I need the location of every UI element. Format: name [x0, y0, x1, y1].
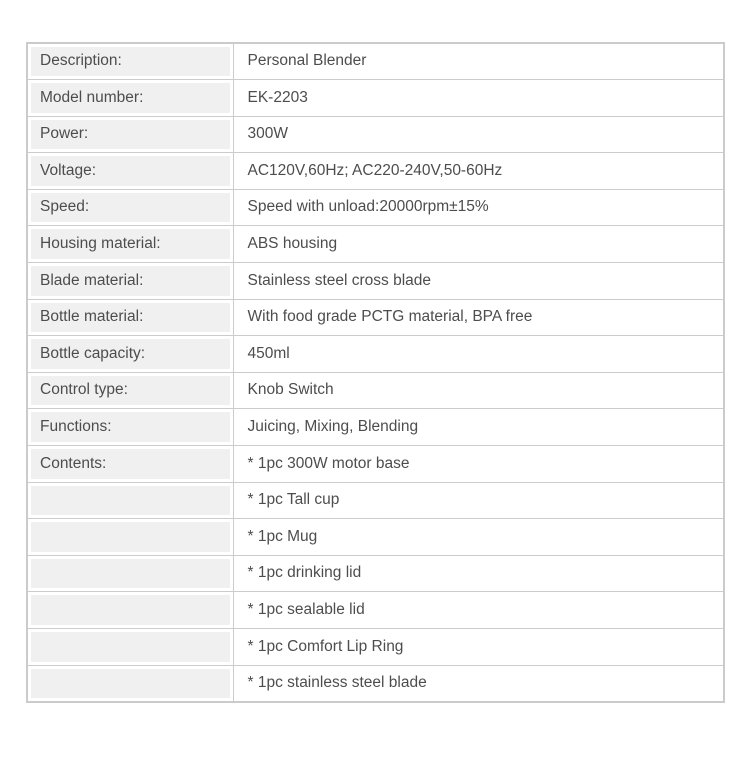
table-row — [27, 446, 724, 483]
spec-label-functions: Functions: — [27, 409, 233, 446]
spec-label-bottle-capacity: Bottle capacity: — [27, 336, 233, 373]
spec-label-empty — [27, 482, 233, 519]
spec-label-housing-material: Housing material: — [27, 226, 233, 263]
spec-label-power: Power: — [27, 116, 233, 153]
table-row — [27, 116, 724, 153]
spec-value-power: 300W — [233, 116, 724, 153]
table-row — [27, 263, 724, 300]
table-row — [27, 80, 724, 117]
spec-label-empty — [27, 665, 233, 702]
spec-label-empty — [27, 592, 233, 629]
table-row — [27, 226, 724, 263]
spec-label-empty — [27, 519, 233, 556]
spec-value-speed: Speed with unload:20000rpm±15% — [233, 189, 724, 226]
spec-value-contents-item-6: * 1pc Comfort Lip Ring — [233, 629, 724, 666]
spec-label-model-number: Model number: — [27, 80, 233, 117]
spec-value-contents-item-3: * 1pc Mug — [233, 519, 724, 556]
spec-label-blade-material: Blade material: — [27, 263, 233, 300]
spec-label-description: Description: — [27, 43, 233, 80]
table-row — [27, 519, 724, 556]
spec-value-model-number: EK-2203 — [233, 80, 724, 117]
spec-value-control-type: Knob Switch — [233, 372, 724, 409]
spec-value-housing-material: ABS housing — [233, 226, 724, 263]
spec-value-blade-material: Stainless steel cross blade — [233, 263, 724, 300]
spec-label-bottle-material: Bottle material: — [27, 299, 233, 336]
spec-value-contents-item-7: * 1pc stainless steel blade — [233, 665, 724, 702]
spec-value-contents-item-2: * 1pc Tall cup — [233, 482, 724, 519]
table-row — [27, 592, 724, 629]
spec-label-contents: Contents: — [27, 446, 233, 483]
spec-value-contents-item-5: * 1pc sealable lid — [233, 592, 724, 629]
spec-table-body — [27, 43, 724, 702]
table-row — [27, 43, 724, 80]
spec-value-contents-item-4: * 1pc drinking lid — [233, 555, 724, 592]
spec-label-voltage: Voltage: — [27, 153, 233, 190]
table-row — [27, 336, 724, 373]
table-row — [27, 299, 724, 336]
spec-label-speed: Speed: — [27, 189, 233, 226]
table-row — [27, 153, 724, 190]
table-row — [27, 189, 724, 226]
spec-value-bottle-capacity: 450ml — [233, 336, 724, 373]
spec-value-functions: Juicing, Mixing, Blending — [233, 409, 724, 446]
spec-label-empty — [27, 629, 233, 666]
spec-value-contents-item-1: * 1pc 300W motor base — [233, 446, 724, 483]
table-row — [27, 409, 724, 446]
table-row — [27, 372, 724, 409]
product-spec-table — [26, 42, 725, 703]
table-row — [27, 482, 724, 519]
table-row — [27, 629, 724, 666]
spec-value-voltage: AC120V,60Hz; AC220-240V,50-60Hz — [233, 153, 724, 190]
spec-label-empty — [27, 555, 233, 592]
spec-value-description: Personal Blender — [233, 43, 724, 80]
spec-value-bottle-material: With food grade PCTG material, BPA free — [233, 299, 724, 336]
spec-label-control-type: Control type: — [27, 372, 233, 409]
table-row — [27, 555, 724, 592]
table-row — [27, 665, 724, 702]
